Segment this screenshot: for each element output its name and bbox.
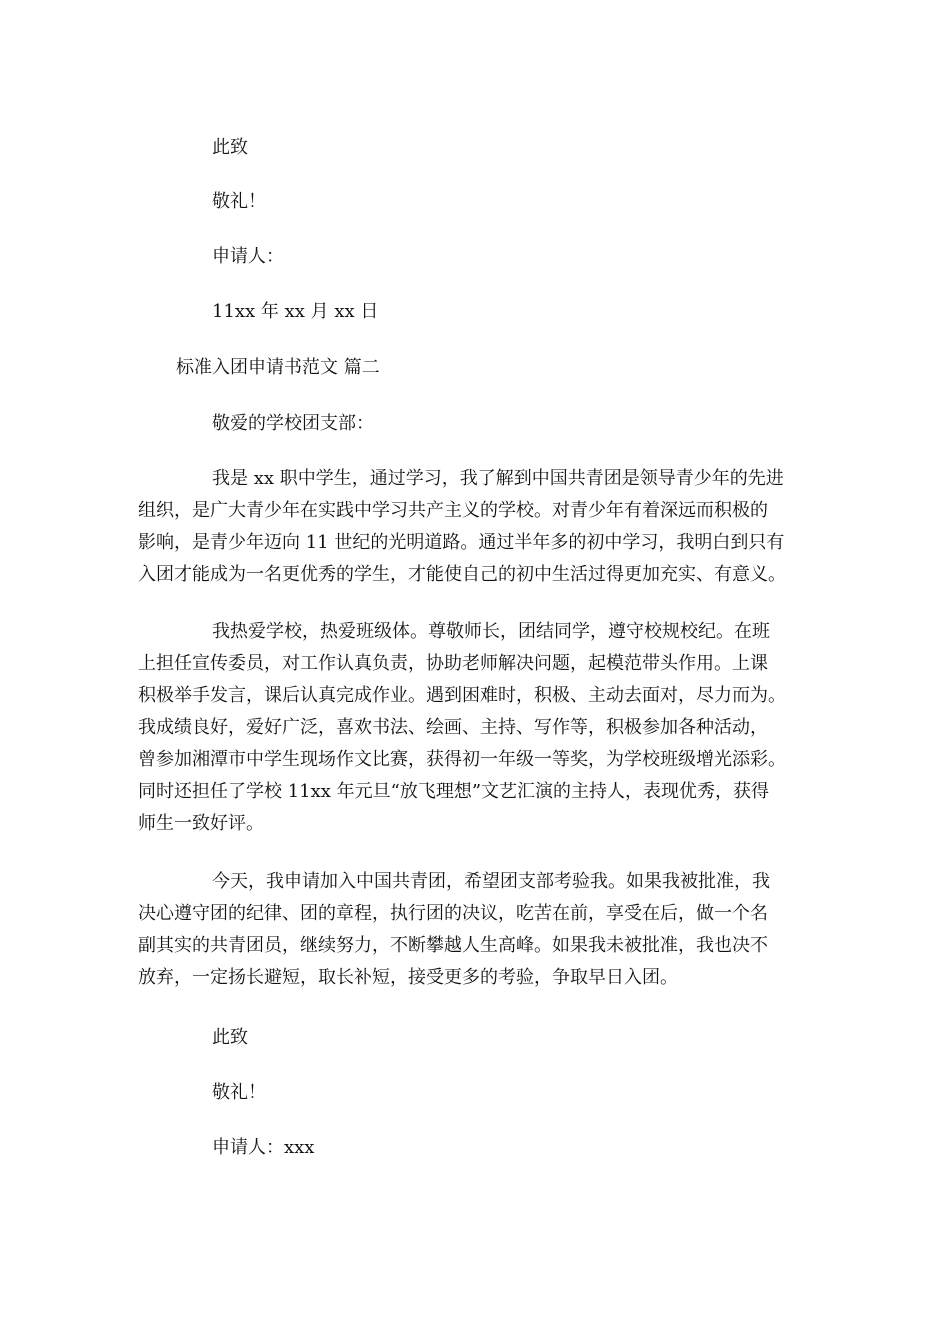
closing-salutation: 此致	[212, 137, 248, 158]
paragraph-line: 组织，是广大青少年在实践中学习共产主义的学校。对青少年有着深远而积极的	[138, 500, 768, 521]
closing-date: 11xx 年 xx 月 xx 日	[212, 301, 379, 322]
closing-salutation-2: 此致	[212, 1027, 248, 1048]
paragraph-line: 放弃，一定扬长避短，取长补短，接受更多的考验，争取早日入团。	[138, 967, 678, 988]
paragraph-line: 我是 xx 职中学生，通过学习，我了解到中国共青团是领导青少年的先进	[212, 468, 784, 489]
paragraph-line: 曾参加湘潭市中学生现场作文比赛，获得初一年级一等奖，为学校班级增光添彩。	[138, 749, 786, 770]
paragraph-line: 副其实的共青团员，继续努力，不断攀越人生高峰。如果我未被批准，我也决不	[138, 935, 768, 956]
closing-applicant-2: 申请人：xxx	[212, 1137, 315, 1158]
section-title: 标准入团申请书范文 篇二	[176, 357, 380, 378]
closing-regards-2: 敬礼！	[212, 1082, 266, 1103]
paragraph-line: 决心遵守团的纪律、团的章程，执行团的决议，吃苦在前，享受在后，做一个名	[138, 903, 768, 924]
paragraph-line: 我热爱学校，热爱班级体。尊敬师长，团结同学，遵守校规校纪。在班	[212, 621, 770, 642]
closing-applicant: 申请人：	[212, 246, 284, 267]
letter-greeting: 敬爱的学校团支部：	[212, 413, 374, 434]
paragraph-line: 今天，我申请加入中国共青团，希望团支部考验我。如果我被批准，我	[212, 871, 770, 892]
paragraph-line: 积极举手发言，课后认真完成作业。遇到困难时，积极、主动去面对，尽力而为。	[138, 685, 786, 706]
paragraph-line: 上担任宣传委员，对工作认真负责，协助老师解决问题，起模范带头作用。上课	[138, 653, 768, 674]
paragraph-line: 入团才能成为一名更优秀的学生，才能使自己的初中生活过得更加充实、有意义。	[138, 564, 786, 585]
paragraph-line: 同时还担任了学校 11xx 年元旦“放飞理想”文艺汇演的主持人，表现优秀，获得	[138, 781, 770, 802]
body-paragraph-3	[138, 866, 818, 994]
body-paragraph-2	[138, 616, 818, 840]
body-paragraph-1	[138, 463, 818, 591]
paragraph-line: 师生一致好评。	[138, 813, 264, 834]
closing-regards: 敬礼！	[212, 191, 266, 212]
paragraph-line: 我成绩良好，爱好广泛，喜欢书法、绘画、主持、写作等，积极参加各种活动，	[138, 717, 768, 738]
paragraph-line: 影响，是青少年迈向 11 世纪的光明道路。通过半年多的初中学习，我明白到只有	[138, 532, 785, 553]
